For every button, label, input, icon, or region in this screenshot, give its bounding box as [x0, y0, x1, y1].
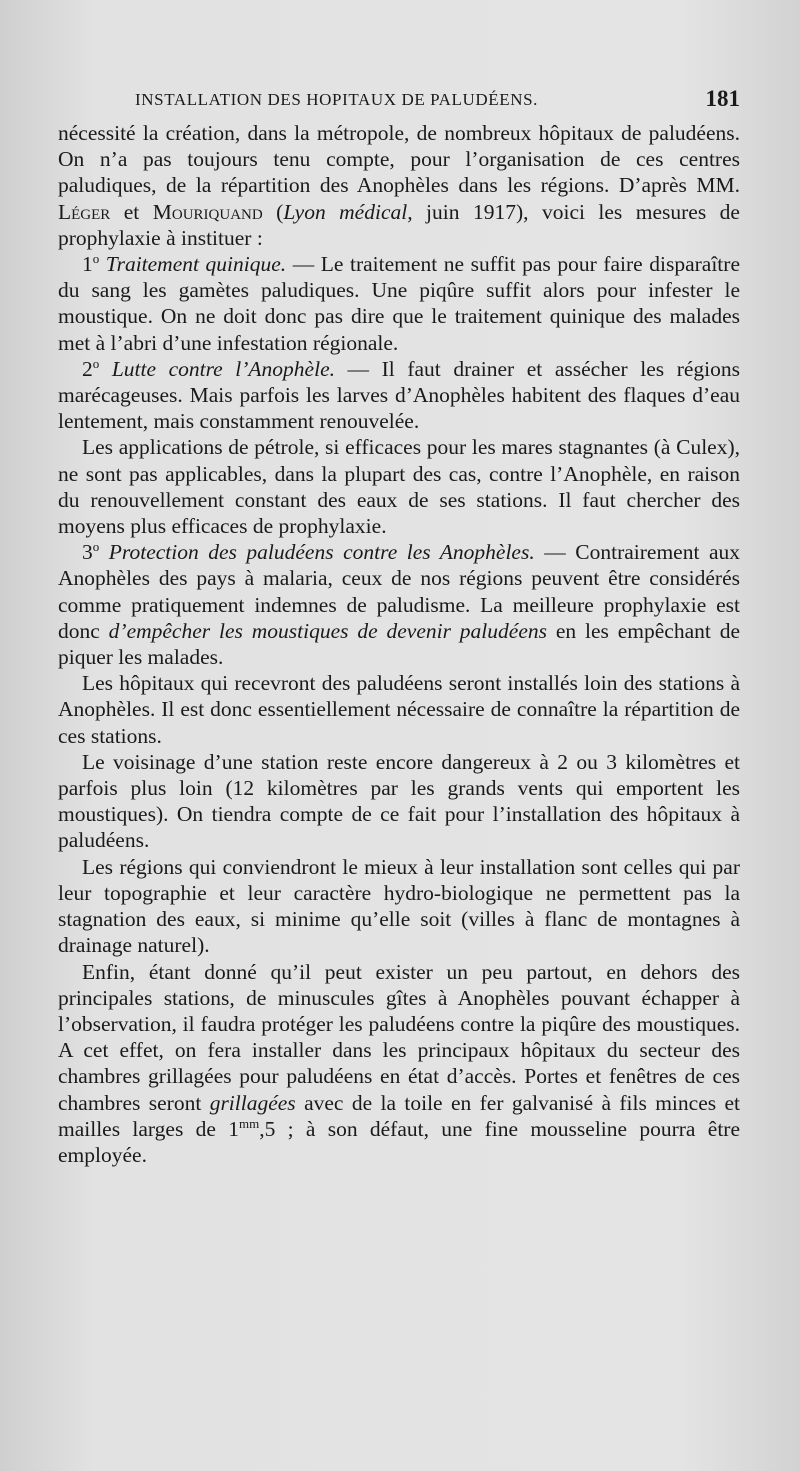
- text-span: en les empêchant de piquer les malades.: [58, 618, 740, 670]
- section-title: Traitement quinique.: [99, 252, 287, 277]
- text-span: avec de la toile en fer galvanisé à fils minces et mailles larges de 1: [58, 1090, 741, 1141]
- paragraph-traitement-quinique: [58, 251, 740, 356]
- paragraph-voisinage: Le voisinage d’une station reste encore dangereux à 2 ou 3 kilomètres et parfois plus loin (12 kilomètres par les grands vents qui emportent les moustiques). On tiendra compte de ce fait pour l’installation des hôpitaux à paludéens.: [58, 749, 740, 853]
- emphasis: grillagées: [209, 1090, 296, 1115]
- text-span: et: [110, 199, 153, 224]
- text-span: — Le traitement ne suffit pas pour faire disparaître du sang les gamètes paludiques. Une piqûre suffit alors pour infester le moustique. On ne doit donc pas dire que le traitement quinique des malades met à l’abri d’une infestation régionale.: [58, 252, 740, 355]
- text-span: Enfin, étant donné qu’il peut exister un peu partout, en dehors des principales stations, de minuscules gîtes à Anophèles pouvant échapper à l’observation, il faudra protéger les paludéens contre la piqûre des moustiques. A cet effet, on fera installer dans les principaux hôpitaux du secteur des chambres grillagées pour paludéens en état d’accès. Portes et fenêtres de ces chambres seront: [58, 959, 740, 1115]
- paragraph-lutte-anophele: [58, 356, 740, 435]
- journal-title: Lyon médical,: [283, 199, 413, 224]
- text-span: — Il faut drainer et assécher les régions marécageuses. Mais parfois les larves d’Anophèles habitent des flaques d’eau lentement, mais constamment renouvelée.: [58, 356, 740, 434]
- degree-mark: o: [92, 250, 100, 266]
- text-span: juin 1917), voici les mesures de prophylaxie à instituer :: [58, 199, 740, 250]
- item-number: 1: [82, 252, 93, 277]
- author-leger: Léger: [58, 199, 111, 224]
- degree-mark: o: [92, 539, 100, 555]
- body-text: [58, 120, 740, 1168]
- paragraph-petrole: Les applications de pétrole, si efficaces pour les mares stagnantes (à Culex), ne sont pas applicables, dans la plupart des cas, contre l’Anophèle, en raison du renouvellement constant des eaux de ses stations. Il faut chercher des moyens plus efficaces de prophylaxie.: [58, 435, 740, 539]
- emphasis: d’empêcher les moustiques de devenir paludéens: [108, 618, 547, 643]
- running-title: INSTALLATION DES HOPITAUX DE PALUDÉENS.: [135, 90, 539, 109]
- paragraph-enfin: [58, 959, 740, 1169]
- item-number: 3: [82, 540, 93, 565]
- author-mouriquand: Mouriquand: [152, 199, 263, 224]
- text-span: — Contrairement aux Anophèles des pays à malaria, ceux de nos régions peuvent être considérés comme pratiquement indemnes de paludisme. La meilleure prophylaxie est donc: [58, 540, 740, 643]
- degree-mark: o: [92, 355, 100, 371]
- unit-superscript: mm: [238, 1115, 260, 1131]
- text-span: nécessité la création, dans la métropole, de nombreux hôpitaux de paludéens. On n’a pas toujours tenu compte, pour l’organisation de ces centres paludiques, de la répartition des Anophèles dans les régions. D’après MM.: [58, 121, 740, 198]
- item-number: 2: [82, 356, 93, 381]
- section-title: Protection des paludéens contre les Anophèles.: [99, 540, 535, 565]
- page-header: [135, 86, 740, 118]
- paragraph-hopitaux-loin: Les hôpitaux qui recevront des paludéens seront installés loin des stations à Anophèles. Il est donc essentiellement nécessaire de connaître la répartition de ces stations.: [58, 671, 740, 748]
- page-number: 181: [705, 86, 740, 111]
- text-span: ,5 ; à son défaut, une fine mousseline pourra être employée.: [58, 1116, 740, 1167]
- text-span: (: [262, 199, 284, 224]
- section-title: Lutte contre l’Anophèle.: [99, 356, 335, 381]
- paragraph-regions: Les régions qui conviendront le mieux à leur installation sont celles qui par leur topographie et leur caractère hydro-biologique ne permettent pas la stagnation des eaux, si minime qu’elle soit (villes à flanc de montagnes à drainage naturel).: [58, 854, 740, 958]
- paragraph-protection-paludeens: [58, 539, 740, 670]
- paragraph-intro-continued: [58, 120, 740, 251]
